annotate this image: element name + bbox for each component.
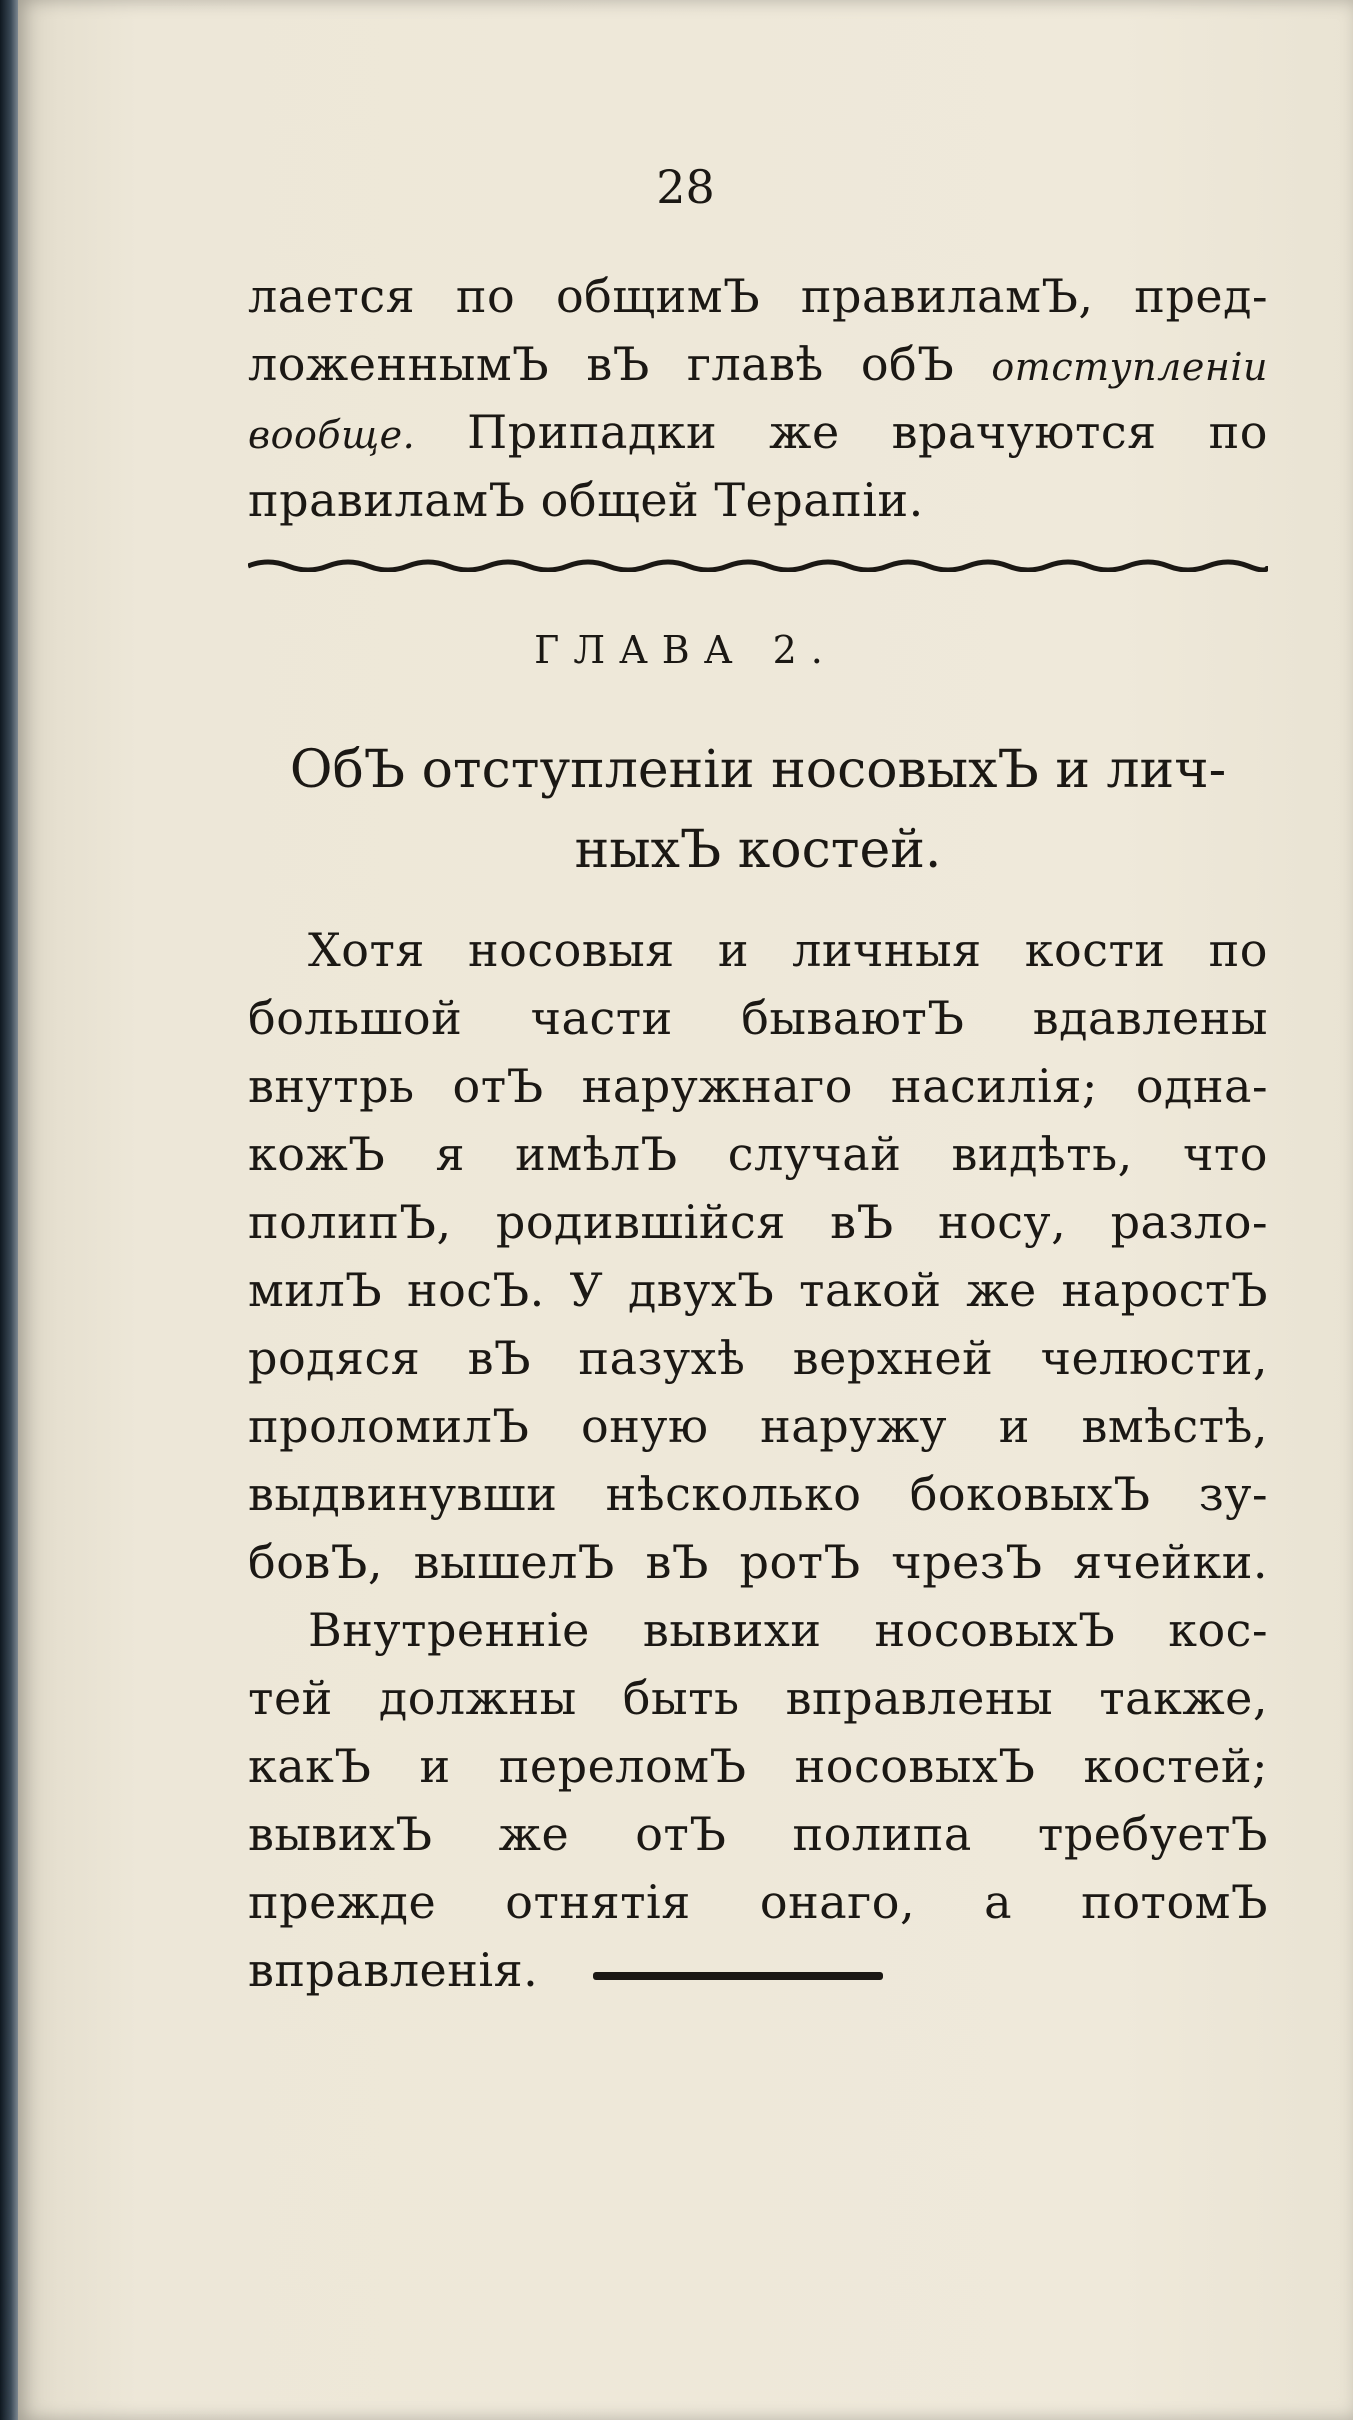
- text-line: кожЪ я имѣлЪ случай видѣть, что: [248, 1127, 1268, 1181]
- text-line: тей должны быть вправлены также,: [248, 1671, 1268, 1725]
- chapter-title: [248, 730, 1268, 890]
- book-binding-edge: [0, 0, 18, 2420]
- text-line: какЪ и переломЪ носовыхЪ костей;: [248, 1739, 1268, 1793]
- italic-phrase: вообще.: [248, 413, 416, 457]
- text-line: бовЪ, вышелЪ вЪ ротЪ чрезЪ ячейки.: [248, 1535, 1268, 1589]
- text-line: родяся вЪ пазухѣ верхней челюсти,: [248, 1331, 1268, 1385]
- chapter-title-line: ныхЪ костей.: [574, 820, 942, 880]
- text-line: большой части бываютЪ вдавлены: [248, 991, 1268, 1045]
- text-line: правиламЪ общей Терапіи.: [248, 473, 924, 527]
- end-rule: [593, 1972, 883, 1980]
- text-line-with-italic: [248, 330, 1268, 398]
- italic-phrase: отступленіи: [991, 345, 1268, 389]
- text-line: милЪ носЪ. У двухЪ такой же наростЪ: [248, 1263, 1268, 1317]
- text-line: вывихЪ же отЪ полипа требуетЪ: [248, 1807, 1268, 1861]
- text-line: Внутренніе вывихи носовыхЪ кос-: [308, 1603, 1268, 1657]
- page-number: 28: [656, 160, 715, 214]
- text-line: полипЪ, родившійся вЪ носу, разло-: [248, 1195, 1268, 1249]
- text-segment: ложеннымЪ вЪ главѣ обЪ: [248, 337, 955, 391]
- text-segment: Припадки же врачуются по: [467, 405, 1268, 459]
- text-line: Хотя носовыя и личныя кости по: [308, 923, 1268, 977]
- text-line: прежде отнятія онаго, а потомЪ: [248, 1875, 1268, 1929]
- chapter-body: [248, 916, 1268, 2004]
- text-line-with-italic: [248, 398, 1268, 466]
- text-line: вправленія.: [248, 1943, 539, 1997]
- continuation-paragraph: [248, 262, 1268, 534]
- text-line: проломилЪ оную наружу и вмѣстѣ,: [248, 1399, 1268, 1453]
- text-line: внутрь отЪ наружнаго насилія; одна-: [248, 1059, 1268, 1113]
- text-line: лается по общимЪ правиламЪ, пред-: [248, 269, 1268, 323]
- chapter-title-line: ОбЪ отступленіи носовыхЪ и лич-: [289, 740, 1227, 800]
- chapter-label: ГЛАВА 2.: [534, 628, 837, 672]
- book-page: [18, 0, 1353, 2420]
- ornamental-divider: [248, 556, 1268, 572]
- text-line: выдвинувши нѣсколько боковыхЪ зу-: [248, 1467, 1268, 1521]
